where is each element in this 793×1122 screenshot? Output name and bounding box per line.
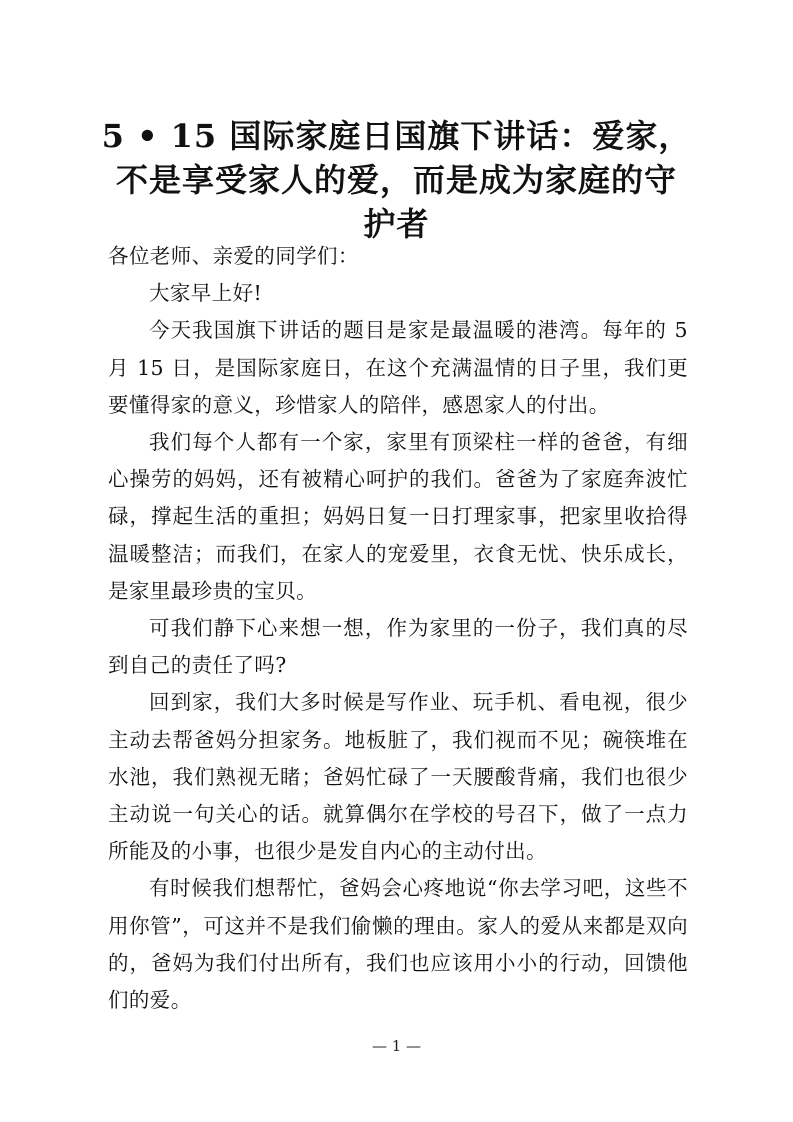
paragraph: 有时候我们想帮忙，爸妈会心疼地说“你去学习吧，这些不用你管”，可这并不是我们偷懒的理由。家人的爱从来都是双向的，爸妈为我们付出所有，我们也应该用小小的行动，回馈他们的爱。 — [108, 876, 688, 1013]
page-number: — 1 — — [371, 1037, 422, 1055]
document-title: 5 • 15 国际家庭日国旗下讲话：爱家，不是享受家人的爱，而是成为家庭的守护者 — [101, 117, 692, 243]
paragraph: 可我们静下心来想一想，作为家里的一份子，我们真的尽到自己的责任了吗? — [108, 616, 688, 678]
document-body — [108, 238, 688, 1019]
paragraph: 今天我国旗下讲话的题目是家是最温暖的港湾。每年的 5 月 15 日，是国际家庭日，在这个充满温情的日子里，我们更要懂得家的意义，珍惜家人的陪伴，感恩家人的付出。 — [108, 318, 688, 417]
paragraph: 我们每个人都有一个家，家里有顶梁柱一样的爸爸，有细心操劳的妈妈，还有被精心呵护的我们。爸爸为了家庭奔波忙碌，撑起生活的重担；妈妈日复一日打理家事，把家里收拾得温暖整洁；而我们，在家人的宠爱里，衣食无忧、快乐成长，是家里最珍贵的宝贝。 — [108, 430, 688, 603]
salutation: 各位老师、亲爱的同学们： — [108, 244, 359, 268]
paragraph: 大家早上好! — [149, 281, 263, 306]
paragraph: 回到家，我们大多时候是写作业、玩手机、看电视，很少主动去帮爸妈分担家务。地板脏了，我们视而不见；碗筷堆在水池，我们熟视无睹；爸妈忙碌了一天腰酸背痛，我们也很少主动说一句关心的话。就算偶尔在学校的号召下，做了一点力所能及的小事，也很少是发自内心的主动付出。 — [108, 690, 688, 864]
